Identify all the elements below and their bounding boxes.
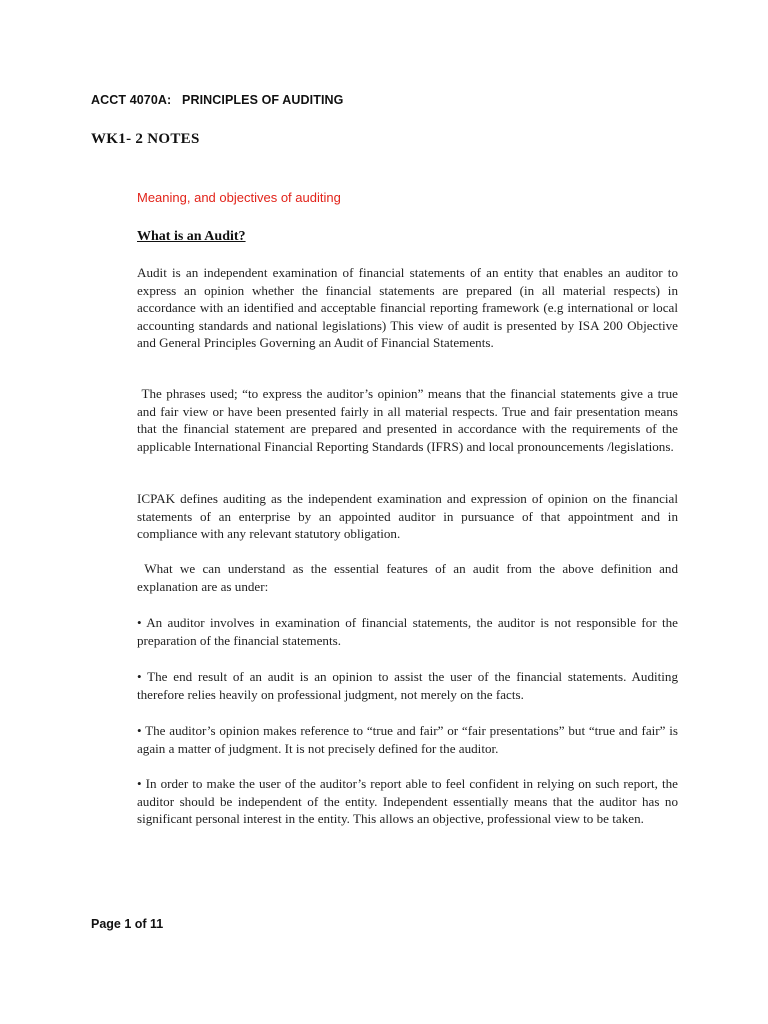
sub-heading: What is an Audit? — [137, 229, 246, 244]
paragraph-phrases-used: The phrases used; “to express the auditor’s opinion” means that the financial statements give a true and fair view or have been presented fairly in all material respects. True and fair presentation means that the financial statement are prepared and presented in accordance with the requirements of the applicable International Financial Reporting Standards (IFRS) and local pronouncements /legislations. — [137, 386, 682, 454]
bullet-item: • An auditor involves in examination of financial statements, the auditor is not responsible for the preparation of the financial statements. — [137, 615, 678, 648]
paragraph-icpak-definition: ICPAK defines auditing as the independent examination and expression of opinion on the financial statements of an enterprise by an appointed auditor in pursuance of that appointment and in compliance with any relevant statutory obligation. — [137, 491, 678, 541]
paragraph-essential-features: What we can understand as the essential features of an audit from the above definition and explanation are as under: — [137, 561, 682, 594]
page-footer: Page 1 of 11 — [91, 917, 164, 931]
notes-title: WK1- 2 NOTES — [91, 131, 200, 147]
section-heading: Meaning, and objectives of auditing — [137, 190, 341, 205]
paragraph-audit-definition: Audit is an independent examination of financial statements of an entity that enables an auditor to express an opinion whether the financial statements are prepared (in all material respects) in accordance with an identified and acceptable financial reporting framework (e.g international or local accounting standards and national legislations) This view of audit is presented by ISA 200 Objective and General Principles Governing an Audit of Financial Statements. — [137, 265, 678, 350]
bullet-item: • The auditor’s opinion makes reference to “true and fair” or “fair presentations” but “true and fair” is again a matter of judgment. It is not precisely defined for the auditor. — [137, 723, 678, 756]
course-title: ACCT 4070A: PRINCIPLES OF AUDITING — [91, 93, 344, 107]
bullet-item: • In order to make the user of the auditor’s report able to feel confident in relying on such report, the auditor should be independent of the entity. Independent essentially means that the auditor has no significant personal interest in the entity. This allows an objective, professional view to be taken. — [137, 776, 678, 826]
bullet-item: • The end result of an audit is an opinion to assist the user of the financial statements. Auditing therefore relies heavily on professional judgment, not merely on the facts. — [137, 669, 678, 702]
